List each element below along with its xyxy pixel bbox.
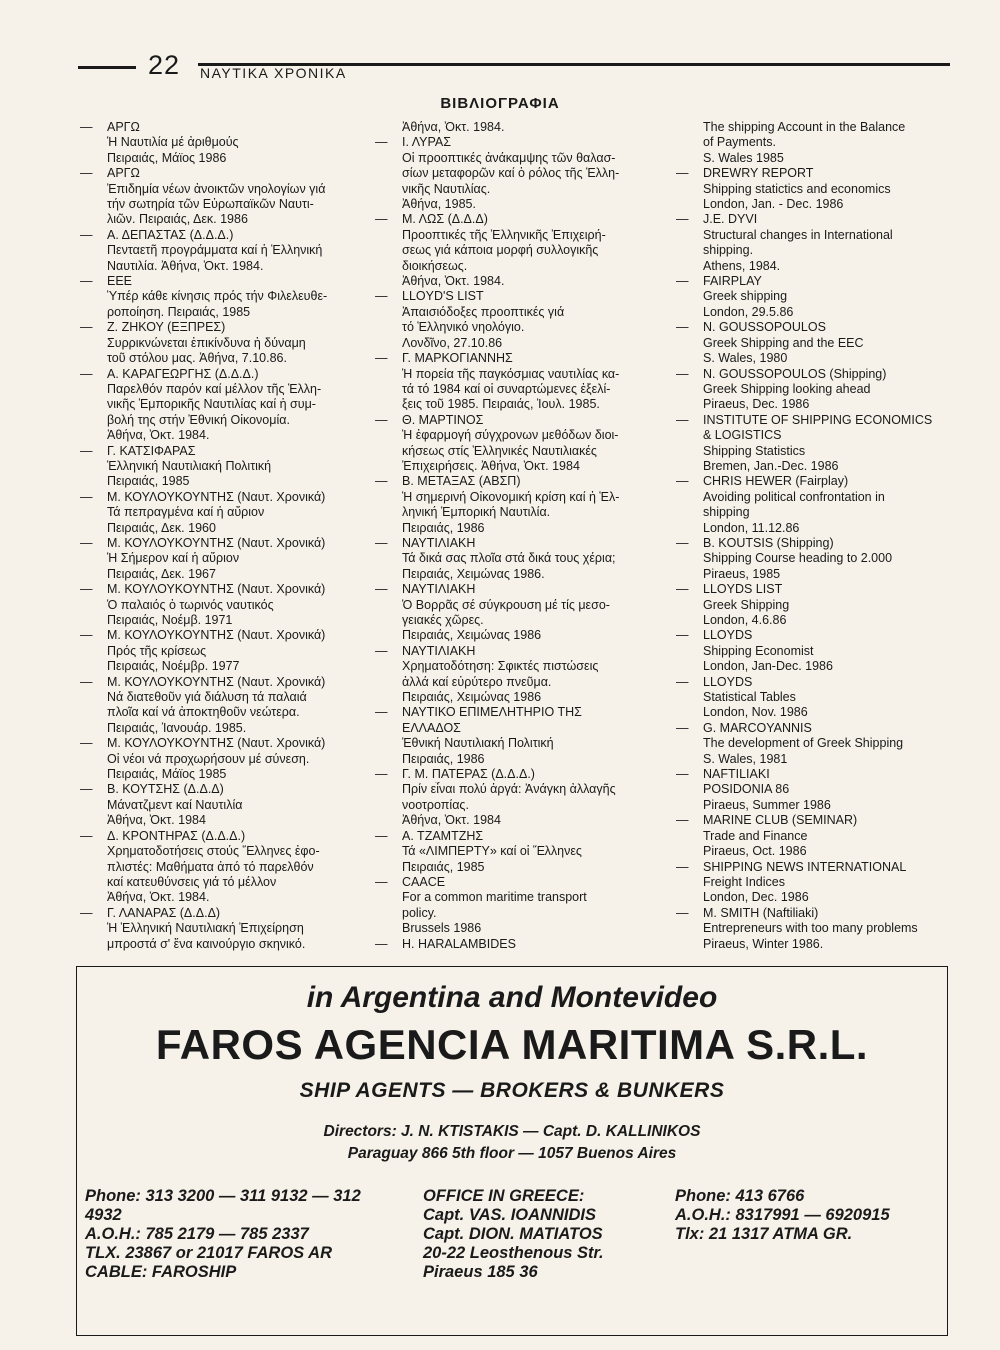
text-line: Παρελθόν παρόν καί μέλλον τῆς Ἑλλη- (107, 381, 322, 396)
text-line: μπροστά σ' ἕνα καινούργιο σκηνικό. (107, 936, 306, 951)
bibliography-author (678, 721, 953, 736)
bibliography-detail (82, 382, 350, 444)
text-line: of Payments. (703, 135, 776, 150)
text-line: Πειραιάς, Νοέμβ. 1971 (107, 613, 233, 627)
text-line: Piraeus, Oct. 1986 (703, 844, 807, 859)
text-line: — Μ. ΛΩΣ (Δ.Δ.Δ) (402, 212, 488, 227)
bibliography-detail (82, 505, 350, 536)
text-line: Πειραιάς, Δεκ. 1967 (107, 566, 216, 581)
bibliography-author (82, 782, 350, 797)
text-line: Πειραιάς, Χειμώνας 1986. (402, 566, 545, 581)
bibliography-author (82, 490, 350, 505)
bibliography-author (377, 289, 652, 304)
text-line: — Γ. ΛΑΝΑΡΑΣ (Δ.Δ.Δ) (107, 905, 221, 920)
text-line: Greek shipping (703, 289, 788, 304)
text-line: Athens, 1984. (703, 258, 781, 273)
text-line: Piraeus, 1985 (703, 566, 781, 581)
text-line: Οἱ προοπτικές ἀνάκαμψης τῶν θαλασ- (402, 150, 616, 165)
contact-line: Capt. VAS. IOANNIDIS (423, 1206, 596, 1224)
text-line: Λονδῖνο, 27.10.86 (402, 335, 503, 350)
text-line: London, Jan. - Dec. 1986 (703, 197, 844, 212)
text-line: Πειραιάς, Μάϊος 1985 (107, 767, 227, 782)
text-line: Ὁ Βορρᾶς σέ σύγκρουση μέ τίς μεσο- (402, 597, 610, 612)
ad-contact-argentina (85, 1187, 385, 1282)
bibliography-author (82, 906, 350, 921)
text-line: — Β. ΚΟΥΤΣΗΣ (Δ.Δ.Δ) (107, 782, 224, 797)
bibliography-author (678, 628, 953, 643)
bibliography-author (678, 166, 953, 181)
text-line: — Μ. ΚΟΥΛΟΥΚΟΥΝΤΗΣ (Ναυτ. Χρονικά) (107, 489, 326, 504)
text-line: καί κατευθύνσεις γιά τό μέλλον (107, 874, 277, 889)
contact-line: TLX. 23867 or 21017 FAROS AR (85, 1244, 332, 1262)
text-line: shipping (703, 505, 750, 520)
text-line: ροποίηση. Πειραιάς, 1985 (107, 304, 251, 319)
text-line: Structural changes in International (703, 227, 893, 242)
text-line: S. Wales, 1981 (703, 751, 788, 766)
text-line: — Γ. ΚΑΤΣΙΦΑΡΑΣ (107, 443, 196, 458)
bibliography-detail (377, 490, 652, 536)
text-line: Πρός τῆς κρίσεως (107, 643, 207, 658)
bibliography-detail (377, 305, 652, 351)
text-line: Ἐπιχειρήσεις. Ἀθήνα, Ὀκτ. 1984 (402, 458, 580, 473)
header-rule-left (78, 66, 136, 69)
bibliography-author (678, 906, 953, 921)
text-line: — ΑΡΓΩ (107, 166, 140, 181)
text-line: — MARINE CLUB (SEMINAR) (703, 813, 858, 828)
bibliography-author (377, 767, 652, 782)
text-line: ἀλλά καί εὐρύτερο πνεῦμα. (402, 674, 552, 689)
text-line: Shipping statictics and economics (703, 181, 891, 196)
text-line: London, Nov. 1986 (703, 705, 808, 720)
bibliography-detail (678, 875, 953, 906)
text-line: — CAACE (402, 874, 446, 889)
text-line: λιῶν. Πειραιάς, Δεκ. 1986 (107, 212, 248, 227)
text-line: — G. MARCOYANNIS (703, 720, 812, 735)
bibliography-author (377, 829, 652, 844)
ad-services: SHIP AGENTS — BROKERS & BUNKERS (299, 1079, 725, 1102)
bibliography-detail (678, 644, 953, 675)
ad-directors: Directors: J. N. KTISTAKIS — Capt. D. KALLINIKOS (323, 1123, 701, 1140)
bibliography-author (82, 320, 350, 335)
text-line: — Μ. ΚΟΥΛΟΥΚΟΥΝΤΗΣ (Ναυτ. Χρονικά) (107, 736, 326, 751)
ad-tagline: in Argentina and Montevideo (306, 981, 718, 1014)
text-line: ΕΛΛΑΔΟΣ (402, 720, 461, 735)
bibliography-detail (82, 336, 350, 367)
bibliography-detail (82, 459, 350, 490)
text-line: — LLOYD'S LIST (402, 289, 484, 304)
text-line: Πειραιάς, 1985 (402, 859, 485, 874)
bibliography-detail (377, 228, 652, 290)
text-line: Πειραιάς, Χειμώνας 1986 (402, 628, 542, 643)
text-line: Ἀθήνα, Ὀκτ. 1984. (107, 890, 210, 905)
bibliography-author (377, 705, 652, 736)
text-line: Ἀπαισιόδοξες προοπτικές γιά (402, 304, 565, 319)
text-line: & LOGISTICS (703, 428, 782, 443)
bibliography-author (82, 736, 350, 751)
text-line: — SHIPPING NEWS INTERNATIONAL (703, 859, 907, 874)
bibliography-author (678, 320, 953, 335)
bibliography-detail (678, 444, 953, 475)
text-line: Τά πεπραγμένα καί ἡ αὔριον (107, 505, 265, 520)
text-line: — Μ. ΚΟΥΛΟΥΚΟΥΝΤΗΣ (Ναυτ. Χρονικά) (107, 674, 326, 689)
text-line: — Γ. Μ. ΠΑΤΕΡΑΣ (Δ.Δ.Δ.) (402, 767, 535, 782)
text-line: διοικήσεως. (402, 258, 468, 273)
text-line: πλιστές: Μαθήματα ἀπό τό παρελθόν (107, 859, 314, 874)
page-header (0, 48, 1000, 88)
contact-line: Phone: 313 3200 — 311 9132 — 312 4932 (85, 1187, 361, 1224)
text-line: London, Jan-Dec. 1986 (703, 659, 833, 674)
text-line: — Α. ΤΖΑΜΤΖΗΣ (402, 828, 484, 843)
text-line: — Ι. ΛΥΡΑΣ (402, 135, 451, 150)
text-line: Greek Shipping and the EEC (703, 335, 864, 350)
bibliography-author (377, 413, 652, 428)
text-line: Νά διατεθοῦν γιά διάλυση τά παλαιά (107, 690, 307, 705)
text-line: Πενταετῆ προγράμματα καί ἡ Ἑλληνική (107, 243, 323, 258)
bibliography-detail (377, 890, 652, 936)
text-line: London, 11.12.86 (703, 520, 800, 535)
text-line: Τά δικά σας πλοῖα στά δικά τους χέρια; (402, 551, 616, 566)
bibliography-author (377, 937, 652, 952)
section-title: ΒΙΒΛΙΟΓΡΑΦΙΑ (440, 95, 560, 112)
bibliography-detail (678, 228, 953, 274)
bibliography-detail (678, 921, 953, 952)
text-line: — N. GOUSSOPOULOS (Shipping) (703, 366, 887, 381)
bibliography-detail (377, 120, 652, 135)
contact-line: Capt. DION. MATIATOS (423, 1225, 603, 1243)
text-line: — H. HARALAMBIDES (402, 936, 516, 951)
text-line: — Γ. ΜΑΡΚΟΓΙΑΝΝΗΣ (402, 351, 513, 366)
bibliography-author (377, 135, 652, 150)
bibliography-detail (678, 289, 953, 320)
text-line: For a common maritime transport (402, 890, 587, 905)
bibliography-detail (82, 551, 350, 582)
text-line: — ΝΑΥΤΙΛΙΑΚΗ (402, 643, 476, 658)
bibliography-detail (377, 367, 652, 413)
text-line: Πειραιάς, 1986 (402, 751, 485, 766)
text-line: Ἀθήνα, Ὀκτ. 1984. (402, 274, 505, 289)
bibliography-author (82, 228, 350, 243)
text-line: Ἀθήνα, Ὀκτ. 1984 (107, 813, 206, 828)
text-line: Πειραιάς, Μάϊος 1986 (107, 150, 227, 165)
text-line: Ἡ Σήμερον καί ἡ αὔριον (107, 551, 240, 566)
ad-contact-greece-office (423, 1187, 653, 1282)
text-line: Ἀθήνα, 1985. (402, 197, 476, 212)
bibliography-author (82, 166, 350, 181)
bibliography-author (82, 444, 350, 459)
text-line: νικῆς Ἐμπορικῆς Ναυτιλίας καί ἡ συμ- (107, 397, 316, 412)
text-line: — NAFTILIAKI (703, 767, 770, 782)
bibliography-author (678, 536, 953, 551)
bibliography-author (377, 582, 652, 597)
text-line: Πειραιάς, Νοέμβρ. 1977 (107, 659, 240, 674)
text-line: Ὁ παλαιός ὁ τωρινός ναυτικός (107, 597, 274, 612)
text-line: Ἑλληνική Ναυτιλιακή Πολιτική (107, 458, 272, 473)
bibliography-author (678, 675, 953, 690)
bibliography-detail (678, 829, 953, 860)
bibliography-detail (678, 598, 953, 629)
bibliography-detail (678, 490, 953, 536)
bibliography-author (678, 274, 953, 289)
text-line: γειακές χῶρες. (402, 613, 484, 627)
text-line: Πρίν εἶναι πολύ ἀργά: Ἀνάγκη ἀλλαγῆς (402, 782, 616, 797)
contact-line: OFFICE IN GREECE: (423, 1187, 585, 1205)
bibliography-author (678, 212, 953, 227)
text-line: — Α. ΔΕΠΑΣΤΑΣ (Δ.Δ.Δ.) (107, 227, 234, 242)
text-line: policy. (402, 905, 437, 920)
bibliography-detail (678, 551, 953, 582)
text-line: τοῦ στόλου μας. Ἀθήνα, 7.10.86. (107, 351, 287, 366)
bibliography-column-1 (82, 120, 350, 952)
text-line: Προοπτικές τῆς Ἑλληνικῆς Ἐπιχειρή- (402, 227, 606, 242)
bibliography-author (82, 582, 350, 597)
bibliography-author (678, 813, 953, 828)
text-line: Συρρικνώνεται ἐπικίνδυνα ἡ δύναμη (107, 335, 306, 350)
text-line: πλοῖα καί νά ἀποκτηθοῦν νεώτερα. (107, 705, 300, 720)
text-line: Πειραιάς, 1985 (107, 474, 190, 489)
text-line: Τά «ΛΙΜΠΕΡΤΥ» καί οἱ Ἕλληνες (402, 844, 582, 859)
text-line: Ἐθνική Ναυτιλιακή Πολιτική (402, 736, 554, 751)
text-line: — J.E. DYVI (703, 212, 758, 227)
text-line: Shipping Economist (703, 643, 814, 658)
text-line: — INSTITUTE OF SHIPPING ECONOMICS (703, 412, 933, 427)
bibliography-author (82, 120, 350, 135)
bibliography-detail (678, 736, 953, 767)
text-line: σίων μεταφορῶν καί ὁ ρόλος τῆς Ἑλλη- (402, 166, 620, 181)
text-line: London, Dec. 1986 (703, 890, 809, 905)
bibliography-author (377, 212, 652, 227)
page-number: 22 (148, 50, 181, 80)
text-line: κήσεως στίς Ἑλληνικές Ναυτιλιακές (402, 443, 597, 458)
bibliography-author (82, 536, 350, 551)
contact-line: CABLE: FAROSHIP (85, 1263, 237, 1281)
ad-contact-greece-phone (675, 1187, 935, 1244)
text-line: ληνική Ἐμπορική Ναυτιλία. (402, 505, 551, 520)
text-line: — Ζ. ΖΗΚΟΥ (ΕΞΠΡΕΣ) (107, 320, 226, 335)
text-line: Πειραιάς, Χειμώνας 1986 (402, 690, 542, 705)
text-line: Ἡ πορεία τῆς παγκόσμιας ναυτιλίας κα- (402, 366, 620, 381)
text-line: — Μ. ΚΟΥΛΟΥΚΟΥΝΤΗΣ (Ναυτ. Χρονικά) (107, 535, 326, 550)
bibliography-author (82, 274, 350, 289)
text-line: νοοτροπίας. (402, 797, 469, 812)
bibliography-author (678, 413, 953, 444)
text-line: τήν σωτηρία τῶν Εὐρωπαϊκῶν Ναυτι- (107, 197, 314, 212)
text-line: POSIDONIA 86 (703, 782, 790, 797)
text-line: — LLOYDS LIST (703, 582, 783, 597)
bibliography-author (377, 875, 652, 890)
bibliography-detail (678, 336, 953, 367)
bibliography-author (678, 767, 953, 782)
ad-address: Paraguay 866 5th floor — 1057 Buenos Aires (347, 1145, 677, 1162)
text-line: — DREWRY REPORT (703, 166, 814, 181)
bibliography-detail (377, 844, 652, 875)
text-line: σεως γιά κάποια μορφή συλλογικῆς (402, 243, 599, 258)
text-line: Ὑπέρ κάθε κίνησις πρός τήν Φιλελευθε- (107, 289, 328, 304)
text-line: Avoiding political confrontation in (703, 489, 885, 504)
text-line: — ΑΡΓΩ (107, 120, 140, 134)
bibliography-detail (377, 782, 652, 828)
ad-company-name: FAROS AGENCIA MARITIMA S.R.L. (155, 1021, 869, 1068)
text-line: The shipping Account in the Balance (703, 120, 906, 134)
text-line: — Α. ΚΑΡΑΓΕΩΡΓΗΣ (Δ.Δ.Δ.) (107, 366, 259, 381)
text-line: τά τό 1984 καί οἱ συναρτώμενες ἐξελί- (402, 381, 611, 396)
bibliography-detail (82, 135, 350, 166)
bibliography-detail (377, 428, 652, 474)
text-line: — Μ. ΚΟΥΛΟΥΚΟΥΝΤΗΣ (Ναυτ. Χρονικά) (107, 582, 326, 597)
bibliography-detail (678, 690, 953, 721)
text-line: — ΝΑΥΤΙΚΟ ΕΠΙΜΕΛΗΤΗΡΙΟ ΤΗΣ (402, 705, 582, 720)
text-line: Πειραιάς, Ἰανουάρ. 1985. (107, 720, 247, 735)
bibliography-author (82, 367, 350, 382)
bibliography-detail (377, 551, 652, 582)
text-line: Piraeus, Dec. 1986 (703, 397, 810, 412)
text-line: S. Wales, 1980 (703, 351, 788, 366)
text-line: — ΕΕΕ (107, 274, 133, 289)
bibliography-detail (377, 736, 652, 767)
contact-line: Piraeus 185 36 (423, 1263, 538, 1281)
text-line: Entrepreneurs with too many problems (703, 921, 918, 936)
text-line: — Μ. ΚΟΥΛΟΥΚΟΥΝΤΗΣ (Ναυτ. Χρονικά) (107, 628, 326, 643)
bibliography-detail (678, 782, 953, 813)
text-line: Χρηματοδότηση: Σφικτές πιστώσεις (402, 659, 599, 674)
bibliography-author (678, 860, 953, 875)
bibliography-detail (82, 182, 350, 228)
bibliography-author (377, 351, 652, 366)
text-line: — Θ. ΜΑΡΤΙΝΟΣ (402, 412, 484, 427)
contact-line: Phone: 413 6766 (675, 1187, 805, 1205)
text-line: London, 4.6.86 (703, 613, 787, 627)
text-line: ξεις τοῦ 1985. Πειραιάς, Ἰουλ. 1985. (402, 397, 600, 412)
bibliography-detail (82, 243, 350, 274)
bibliography-author (678, 474, 953, 489)
text-line: Ἡ Ἑλληνική Ναυτιλιακή Ἐπιχείρηση (107, 921, 304, 936)
text-line: Πειραιάς, 1986 (402, 520, 485, 535)
text-line: Οἱ νέοι νά προχωρήσουν μέ σύνεση. (107, 751, 310, 766)
text-line: Ἀθήνα, Ὀκτ. 1984. (107, 428, 210, 443)
text-line: Ἡ ἐφαρμογή σύγχρονων μεθόδων διοι- (402, 428, 619, 443)
bibliography-detail (82, 844, 350, 906)
text-line: S. Wales 1985 (703, 150, 784, 165)
text-line: — LLOYDS (703, 674, 753, 689)
bibliography-author (82, 829, 350, 844)
bibliography-detail (678, 120, 953, 166)
text-line: The development of Greek Shipping (703, 736, 904, 751)
bibliography-author (678, 582, 953, 597)
text-line: shipping. (703, 243, 754, 258)
text-line: Ἐπιδημία νέων ἀνοικτῶν νηολογίων γιά (107, 181, 326, 196)
bibliography-author (377, 644, 652, 659)
text-line: London, 29.5.86 (703, 304, 794, 319)
text-line: Ἡ Ναυτιλία μέ ἀριθμούς (107, 135, 239, 150)
text-line: Χρηματοδοτήσεις στούς Ἕλληνες ἐφο- (107, 844, 320, 859)
contact-line: 20-22 Leosthenous Str. (423, 1244, 604, 1262)
bibliography-detail (82, 690, 350, 736)
bibliography-detail (82, 598, 350, 629)
bibliography-detail (82, 798, 350, 829)
text-line: νικῆς Ναυτιλίας. (402, 181, 491, 196)
text-line: — FAIRPLAY (703, 274, 762, 289)
bibliography-detail (82, 752, 350, 783)
text-line: Freight Indices (703, 874, 785, 889)
magazine-title: ΝΑΥΤΙΚΑ ΧΡΟΝΙΚΑ (200, 65, 347, 81)
text-line: — M. SMITH (Naftiliaki) (703, 905, 819, 920)
contact-line: Tlx: 21 1317 ATMA GR. (675, 1225, 853, 1243)
bibliography-author (377, 536, 652, 551)
bibliography-author (678, 367, 953, 382)
text-line: Statistical Tables (703, 690, 796, 705)
text-line: Piraeus, Summer 1986 (703, 797, 831, 812)
text-line: Shipping Statistics (703, 443, 806, 458)
text-line: — CHRIS HEWER (Fairplay) (703, 474, 849, 489)
text-line: Μάνατζμεντ καί Ναυτιλία (107, 797, 243, 812)
text-line: Bremen, Jan.-Dec. 1986 (703, 458, 839, 473)
text-line: Ἀθήνα, Ὀκτ. 1984 (402, 813, 501, 828)
text-line: Πειραιάς, Δεκ. 1960 (107, 520, 216, 535)
text-line: Brussels 1986 (402, 921, 482, 936)
text-line: — N. GOUSSOPOULOS (703, 320, 826, 335)
text-line: — Β. ΜΕΤΑΞΑΣ (ΑΒΣΠ) (402, 474, 521, 489)
text-line: Ἡ σημερινή Οἰκονομική κρίση καί ἡ Ἑλ- (402, 489, 620, 504)
text-line: — B. KOUTSIS (Shipping) (703, 535, 834, 550)
bibliography-detail (377, 598, 652, 644)
bibliography-detail (377, 151, 652, 213)
bibliography-author (82, 628, 350, 643)
bibliography-detail (377, 659, 652, 705)
text-line: βολή της στήν Ἐθνική Οἰκονομία. (107, 412, 290, 427)
text-line: — ΝΑΥΤΙΛΙΑΚΗ (402, 535, 476, 550)
bibliography-author (82, 675, 350, 690)
text-line: Ναυτιλία. Ἀθήνα, Ὀκτ. 1984. (107, 258, 264, 273)
bibliography-detail (82, 644, 350, 675)
bibliography-detail (678, 382, 953, 413)
bibliography-column-3 (678, 120, 953, 952)
text-line: Greek Shipping (703, 597, 790, 612)
bibliography-detail (82, 921, 350, 952)
bibliography-column-2 (377, 120, 652, 952)
text-line: — Δ. ΚΡΟΝΤΗΡΑΣ (Δ.Δ.Δ.) (107, 828, 246, 843)
bibliography-author (377, 474, 652, 489)
bibliography-detail (678, 182, 953, 213)
text-line: Shipping Course heading to 2.000 (703, 551, 893, 566)
bibliography-detail (82, 289, 350, 320)
text-line: Greek Shipping looking ahead (703, 381, 871, 396)
contact-line: A.O.H.: 785 2179 — 785 2337 (85, 1225, 309, 1243)
text-line: Trade and Finance (703, 828, 808, 843)
text-line: — ΝΑΥΤΙΛΙΑΚΗ (402, 582, 476, 597)
advertisement-box (76, 966, 948, 1336)
text-line: Piraeus, Winter 1986. (703, 936, 824, 951)
text-line: Ἀθήνα, Ὀκτ. 1984. (402, 120, 505, 134)
text-line: τό Ἑλληνικό νηολόγιο. (402, 320, 525, 335)
contact-line: A.O.H.: 8317991 — 6920915 (675, 1206, 890, 1224)
text-line: — LLOYDS (703, 628, 753, 643)
